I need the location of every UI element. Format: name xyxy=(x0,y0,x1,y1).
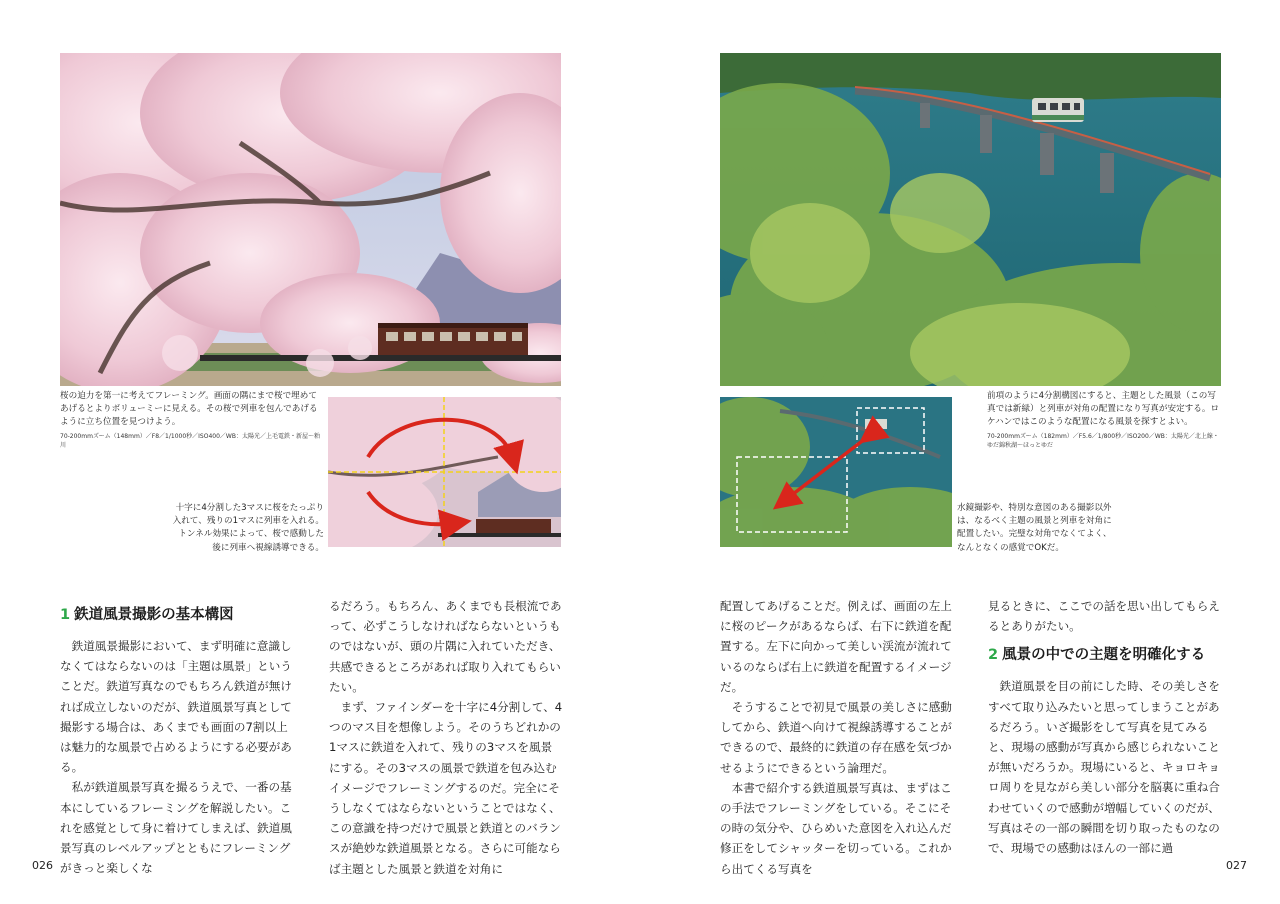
text-column-3 xyxy=(720,596,954,879)
composition-diagram-right xyxy=(720,397,952,547)
section-heading-2 xyxy=(988,644,1222,666)
paragraph: 見るときに、ここでの話を思い出してもらえるとありがたい。 xyxy=(988,599,1220,634)
section-title-2: 風景の中での主題を明確化する xyxy=(1002,647,1206,664)
diagram-caption-left-text: 十字に4分割した3マスに桜をたっぷり入れて、残りの1マスに列車を入れる。トンネル効果によって、桜で感動した後に列車へ視線誘導できる。 xyxy=(172,503,324,553)
main-caption-right-meta: 70-200mmズーム（182mm）／F5.6／1/800秒／ISO200／WB：太陽光／北上線・ゆだ錦秋湖〜ほっとゆだ xyxy=(987,432,1219,450)
page-number-right: 027 xyxy=(1226,859,1247,872)
section-heading-1 xyxy=(60,604,294,626)
text-column-4 xyxy=(988,596,1222,858)
composition-diagram-left xyxy=(328,397,561,547)
cherry-blossom-train-photo xyxy=(60,53,561,386)
text-column-2 xyxy=(329,596,563,879)
main-caption-right-text: 前項のように4分割構図にすると、主題とした風景（この写真では新緑）と列車が対角の配置になり写真が安定する。ロケハンではこのような配置になる風景を探すとよい。 xyxy=(987,391,1220,428)
paragraph: るだろう。もちろん、あくまでも長根流であって、必ずこうしなければならないというものではないが、頭の片隅に入れていただき、共感できるところがあれば取り入れてもらいたい。 xyxy=(329,599,562,694)
diagram-caption-right xyxy=(957,502,1117,555)
paragraph: 本書で紹介する鉄道風景写真は、まずはこの手法でフレーミングをしている。そこにその時の気分や、ひらめいた意図を入れ込んだ修正をしてシャッターを切っている。これから出てくる写真を xyxy=(720,780,952,876)
main-caption-meta: 70-200mmズーム（148mm）／F8／1/1000秒／ISO400／WB：太陽光／上毛電鉄・新屋〜粕川 xyxy=(60,432,320,450)
diagram-caption-left xyxy=(170,502,324,555)
text-column-1 xyxy=(60,600,294,878)
paragraph: 鉄道風景撮影において、まず明確に意識しなくてはならないのは「主題は風景」ということだ。鉄道写真なのでもちろん鉄道が無ければ成立しないのだが、鉄道風景写真として撮影する場合は、あくまでも画面の7割以上は魅力的な風景で占めるようにする必要がある。 xyxy=(60,639,292,775)
paragraph: 鉄道風景を目の前にした時、その美しさをすべて取り込みたいと思ってしまうことがあるだろう。いざ撮影をして写真を見てみると、現場の感動が写真から感じられないことが無いだろうか。現場にいると、キョロキョロ周りを見ながら美しい部分を脳裏に重ね合わせていくので感動が増幅していくのだが、写真はその一部の瞬間を切り取ったものなので、現場での感動はほんの一部に過 xyxy=(988,679,1220,856)
diagram-caption-right-text: 水鏡撮影や、特別な意図のある撮影以外は、なるべく主題の風景と列車を対角に配置したい。完璧な対角でなくてよく、なんとなくの感覚でOKだ。 xyxy=(957,503,1112,553)
section-number-2: 2 xyxy=(988,647,999,664)
main-caption-text: 桜の迫力を第一に考えてフレーミング。画面の隅にまで桜で埋めてあげるとよりボリューミーに見える。その桜で列車を包んであげるように立ち位置を見つけよう。 xyxy=(60,391,318,428)
section-number-1: 1 xyxy=(60,607,71,623)
paragraph: 私が鉄道風景写真を撮るうえで、一番の基本にしているフレーミングを解説したい。これを感覚として身に着けてしまえば、鉄道風景写真のレベルアップとともにフレーミングがきっと楽しくな xyxy=(60,780,292,876)
main-photo-caption-right xyxy=(987,390,1221,451)
paragraph: そうすることで初見で風景の美しさに感動してから、鉄道へ向けて視線誘導することができるので、最終的に鉄道の存在感を気づかせるようにできるという論理だ。 xyxy=(720,700,952,775)
section-title-1: 鉄道風景撮影の基本構図 xyxy=(74,607,234,623)
paragraph: 配置してあげることだ。例えば、画面の左上に桜のピークがあるならば、右下に鉄道を配置する。左下に向かって美しい渓流が流れているのならば右上に鉄道を配置するイメージだ。 xyxy=(720,599,952,694)
paragraph: まず、ファインダーを十字に4分割して、4つのマス目を想像しよう。そのうちどれかの1マスに鉄道を入れて、残りの3マスを風景にする。その3マスの風景で鉄道を包み込むイメージでフレーミングするのだ。完全にそうしなくてはならないということではなく、この意識を持つだけで風景と鉄道とのバランスが絶妙な鉄道風景となる。さらに可能ならば主題とした風景と鉄道を対角に xyxy=(329,700,563,876)
lake-bridge-train-photo xyxy=(720,53,1221,386)
main-photo-caption xyxy=(60,390,322,451)
page-number-left: 026 xyxy=(32,859,53,872)
